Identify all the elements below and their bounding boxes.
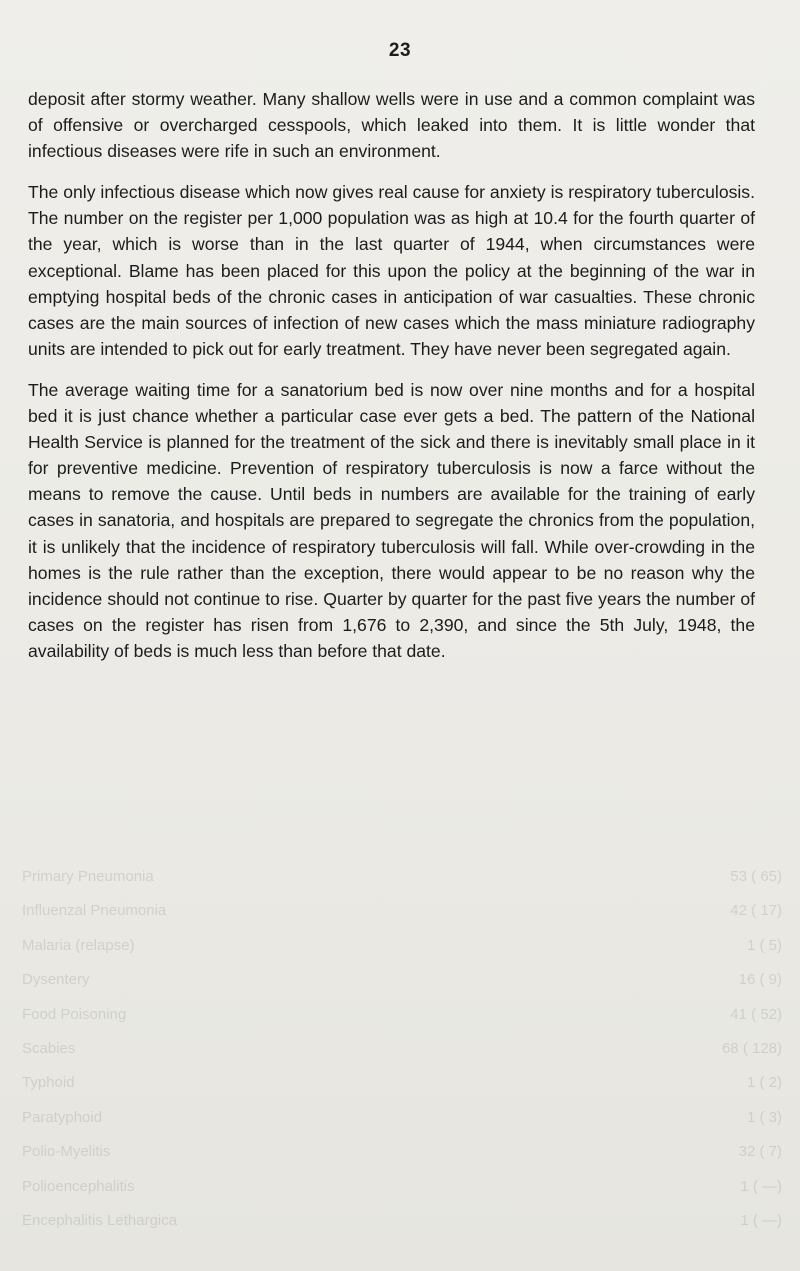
bleed-row [22,963,782,997]
bleed-row [22,998,782,1032]
bleed-row-value: 68 [721,1040,739,1058]
bleed-row-prev: ( 52) [751,1005,782,1023]
bleed-row [22,1101,782,1135]
bleed-row-prev: ( 9) [759,971,782,989]
bleed-row-label: Polioencephalitis [22,1177,135,1195]
bleed-row-value: 1 [746,1074,756,1092]
bleed-row-label: Dysentery [22,971,90,989]
bleed-row-value: 32 [738,1143,756,1161]
bleed-row-prev: ( 7) [759,1143,782,1161]
bleed-row [22,1135,782,1169]
bleed-row-label: Food Poisoning [22,1005,127,1023]
bleed-row-value: 53 [730,868,747,885]
page-number: 23 [388,40,412,61]
bleed-row-label: Scabies [22,1040,76,1058]
body-text [28,86,755,664]
bleed-row-value: 1 [746,1108,756,1126]
bleed-row-prev: ( 5) [759,936,782,954]
bleed-row-prev: ( 128) [742,1040,782,1058]
bleed-row-value: 41 [730,1005,747,1023]
bleed-row-label: Paratyphoid [22,1108,103,1126]
bleed-row-value: 16 [738,971,756,989]
bleed-row-label: Typhoid [22,1074,75,1092]
bleed-row-label: Malaria (relapse) [22,936,135,954]
bleed-row-value: 42 [730,902,747,920]
bleed-through-table [22,860,782,1240]
bleed-row [22,1032,782,1066]
bleed-row-label: Primary Pneumonia [22,868,154,885]
bleed-row-value: 1 [740,1177,749,1195]
bleed-row-prev: ( 2) [759,1074,782,1092]
paragraph-1: deposit after stormy weather. Many shallow wells were in use and a common complaint was of offensive or overcharged cesspools, which leaked into them. It is little wonder that infectious diseases were rife in such an environment. [28,89,755,162]
paragraph-2: The only infectious disease which now gives real cause for anxiety is respiratory tuberculosis. The number on the register per 1,000 population was as high at 10.4 for the fourth quarter of the year, which is worse than in the last quarter of 1944, when circumstances were exceptional. Blame has been placed for this upon the policy at the beginning of the war in emptying hospital beds of the chronic cases in anticipation of war casualties. These chronic cases are the main sources of infection of new cases which the mass miniature radiography units are intended to pick out for early treatment. They have never been segregated again. [28,182,755,359]
bleed-row-prev: ( —) [752,1212,782,1230]
bleed-row-prev: ( 3) [759,1108,782,1126]
bleed-row-prev: ( 17) [751,902,782,920]
bleed-row [22,894,782,928]
bleed-row [22,860,782,894]
bleed-row-prev: ( —) [752,1177,782,1195]
bleed-row-label: Influenzal Pneumonia [22,902,167,920]
paragraph-3: The average waiting time for a sanatorium bed is now over nine months and for a hospital bed it is just chance whether a particular case ever gets a bed. The pattern of the National Health Service is planned for the treatment of the sick and there is inevitably small place in it for preventive medicine. Prevention of respiratory tuberculosis is now a farce without the means to remove the cause. Until beds in numbers are available for the training of early cases in sanatoria, and hospitals are prepared to segregate the chronics from the population, it is unlikely that the incidence of respiratory tuberculosis will fall. While over-crowding in the homes is the rule rather than the exception, there would appear to be no reason why the incidence should not continue to rise. Quarter by quarter for the past five years the number of cases on the register has risen from 1,676 to 2,390, and since the 5th July, 1948, the availability of beds is much less than before that date. [28,379,755,661]
bleed-row [22,1066,782,1100]
bleed-row [22,1204,782,1238]
bleed-row [22,929,782,963]
bleed-row-prev: ( 65) [751,868,782,885]
bleed-row-label: Polio-Myelitis [22,1143,111,1161]
bleed-row-value: 1 [740,1212,749,1230]
bleed-row-value: 1 [746,936,756,954]
bleed-row [22,1170,782,1204]
bleed-row-label: Encephalitis Lethargica [22,1212,178,1230]
